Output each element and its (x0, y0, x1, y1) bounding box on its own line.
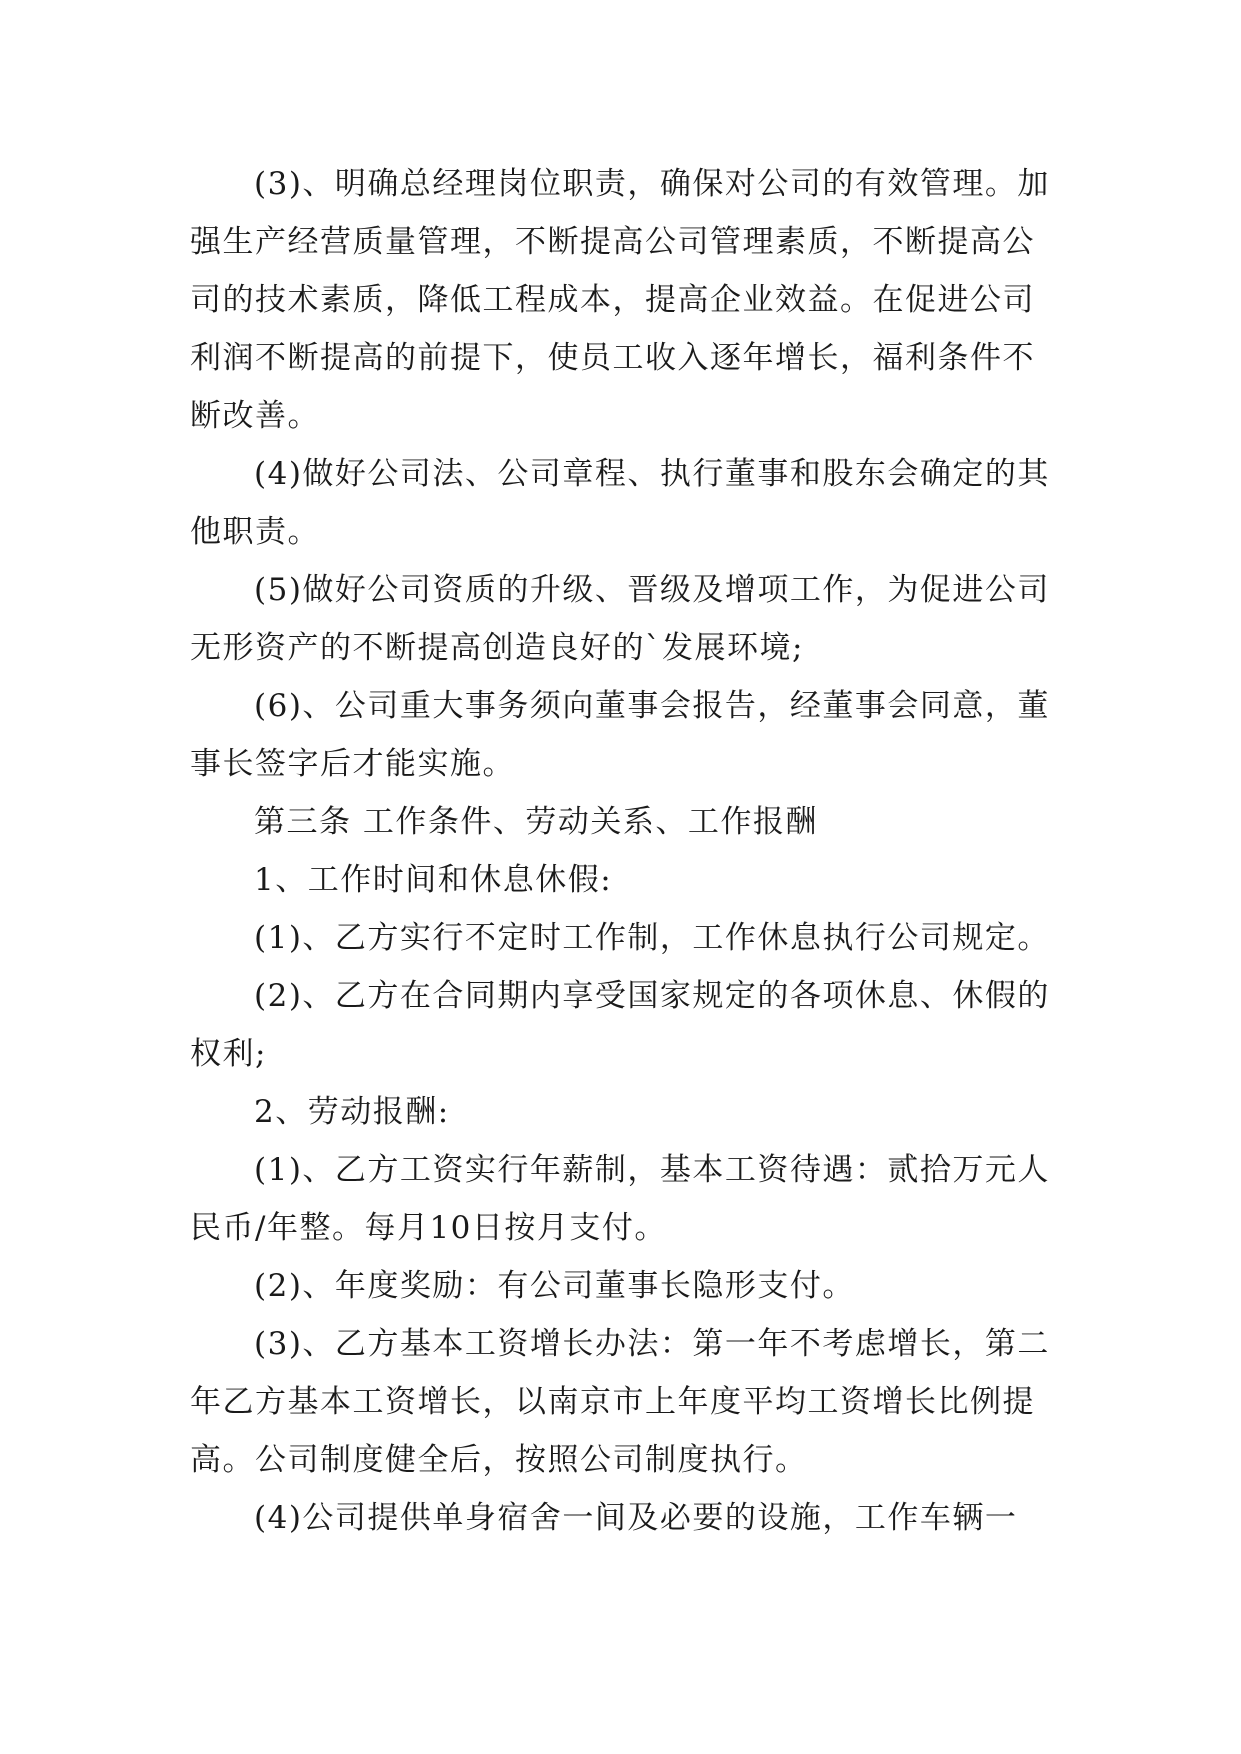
paragraph-duty-5: (5)做好公司资质的升级、晋级及增项工作，为促进公司无形资产的不断提高创造良好的`发展环境; (190, 572, 1050, 666)
article-heading: 第三条 工作条件、劳动关系、工作报酬 (254, 804, 818, 840)
paragraph-duty-4: (4)做好公司法、公司章程、执行董事和股东会确定的其他职责。 (190, 456, 1050, 550)
paragraph-pay-2: (2)、年度奖励：有公司董事长隐形支付。 (254, 1268, 855, 1304)
paragraph-pay-4: (4)公司提供单身宿舍一间及必要的设施，工作车辆一 (254, 1500, 1018, 1536)
section-work-hours: 1、工作时间和休息休假: (254, 862, 613, 898)
paragraph-hours-2: (2)、乙方在合同期内享受国家规定的各项休息、休假的权利; (190, 978, 1050, 1072)
paragraph-duty-3: (3)、明确总经理岗位职责，确保对公司的有效管理。加强生产经营质量管理，不断提高公司管理素质，不断提高公司的技术素质，降低工程成本，提高企业效益。在促进公司利润不断提高的前提下，使员工收入逐年增长，福利条件不断改善。 (190, 166, 1050, 434)
paragraph-pay-1: (1)、乙方工资实行年薪制，基本工资待遇：贰拾万元人民币/年整。每月10日按月支付。 (190, 1152, 1050, 1246)
section-compensation: 2、劳动报酬: (254, 1094, 450, 1130)
paragraph-duty-6: (6)、公司重大事务须向董事会报告，经董事会同意，董事长签字后才能实施。 (190, 688, 1050, 782)
document-body (190, 155, 1050, 1547)
paragraph-hours-1: (1)、乙方实行不定时工作制，工作休息执行公司规定。 (254, 920, 1050, 956)
paragraph-pay-3: (3)、乙方基本工资增长办法：第一年不考虑增长，第二年乙方基本工资增长，以南京市上年度平均工资增长比例提高。公司制度健全后，按照公司制度执行。 (190, 1326, 1050, 1478)
